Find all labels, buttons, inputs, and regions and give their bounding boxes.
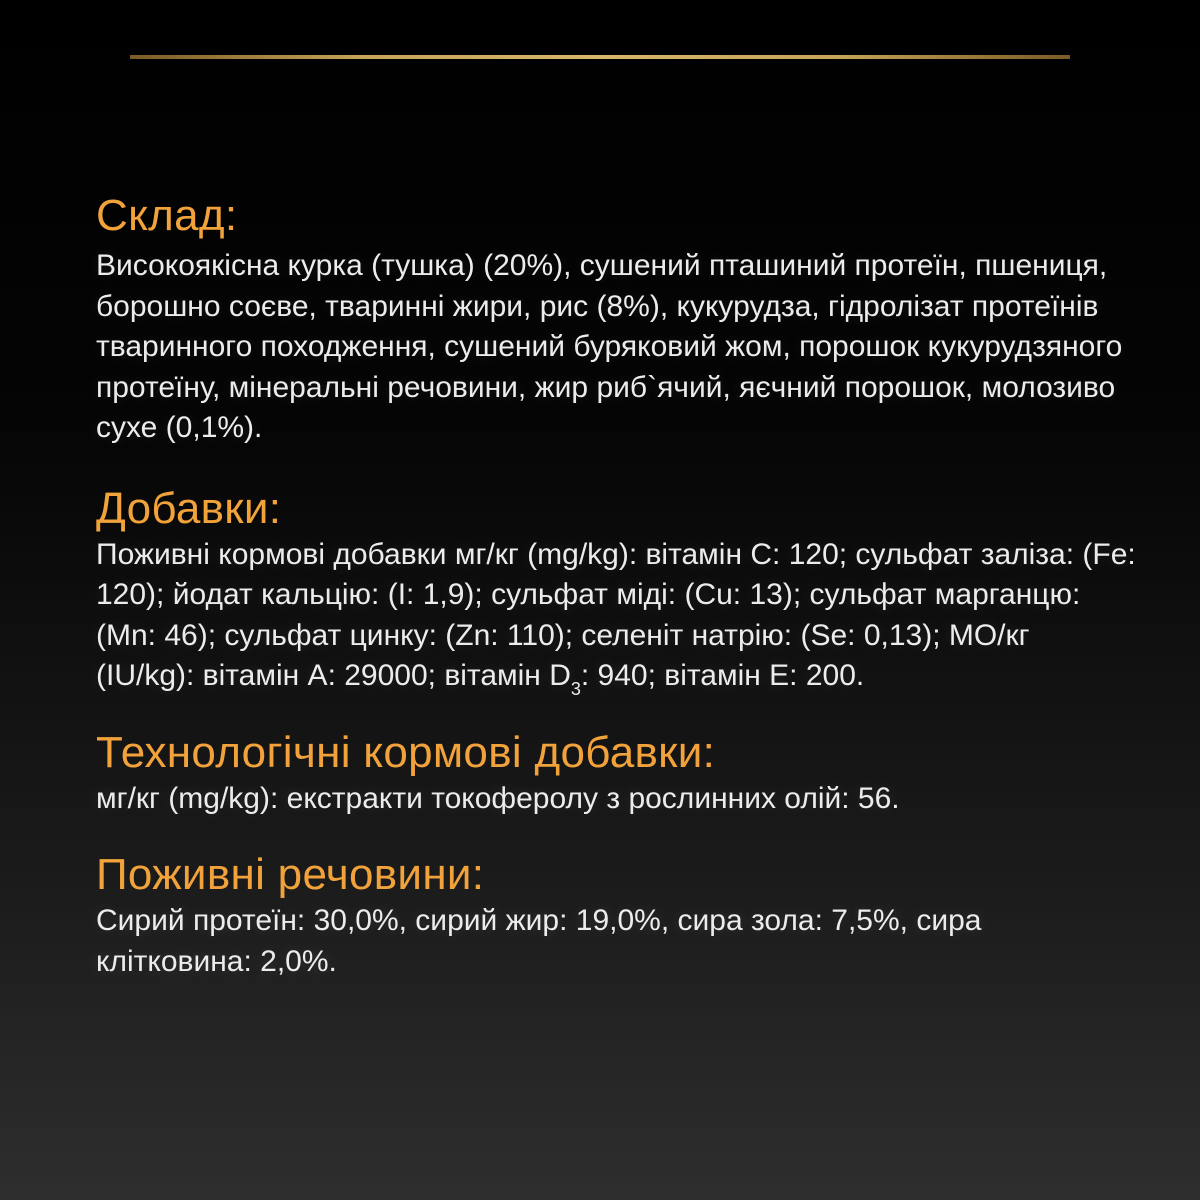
additives-heading: Добавки: [96, 483, 282, 533]
tech-additives-text: мг/кг (mg/kg): екстракти токоферолу з рослинних олій: 56. [96, 781, 900, 815]
tech-additives-section [96, 727, 1136, 820]
additives-section [96, 483, 1136, 697]
additives-text [96, 535, 1136, 697]
nutrients-section [96, 849, 1136, 982]
composition-text: Високоякісна курка (тушка) (20%), сушений пташиний протеїн, пшениця, борошно соєве, тваринні жири, рис (8%), кукурудза, гідролізат протеїнів тваринного походження, сушений буряковий жом, порошок кукурудзяного протеїну, мінеральні речовини, жир риб`ячий, яєчний порошок, молозиво сухе (0,1%). [96, 249, 1123, 444]
ingredients-panel [96, 190, 1136, 982]
additives-text-end: : 940; вітамін Е: 200. [580, 659, 865, 692]
composition-section [96, 190, 1136, 449]
additives-text-main: Поживні кормові добавки мг/кг (mg/kg): вітамін С: 120; сульфат заліза: (Fe: 120); йодат кальцію: (I: 1,9); сульфат міді: (Cu: 13); сульфат марганцю: (Mn: 46); сульфат цинку: (Zn: 110); селеніт натрію: (Se: 0,13); МО/кг (IU/kg): вітамін А: 29000; вітамін D [96, 537, 1136, 692]
vitamin-d-subscript: 3 [570, 679, 581, 699]
nutrients-text: Сирий протеїн: 30,0%, сирий жир: 19,0%, сира зола: 7,5%, сира клітковина: 2,0%. [96, 904, 982, 978]
nutrients-heading: Поживні речовини: [96, 850, 485, 899]
tech-additives-heading: Технологічні кормові добавки: [96, 727, 716, 777]
gold-divider-line [130, 55, 1070, 59]
composition-heading: Склад: [96, 191, 238, 240]
